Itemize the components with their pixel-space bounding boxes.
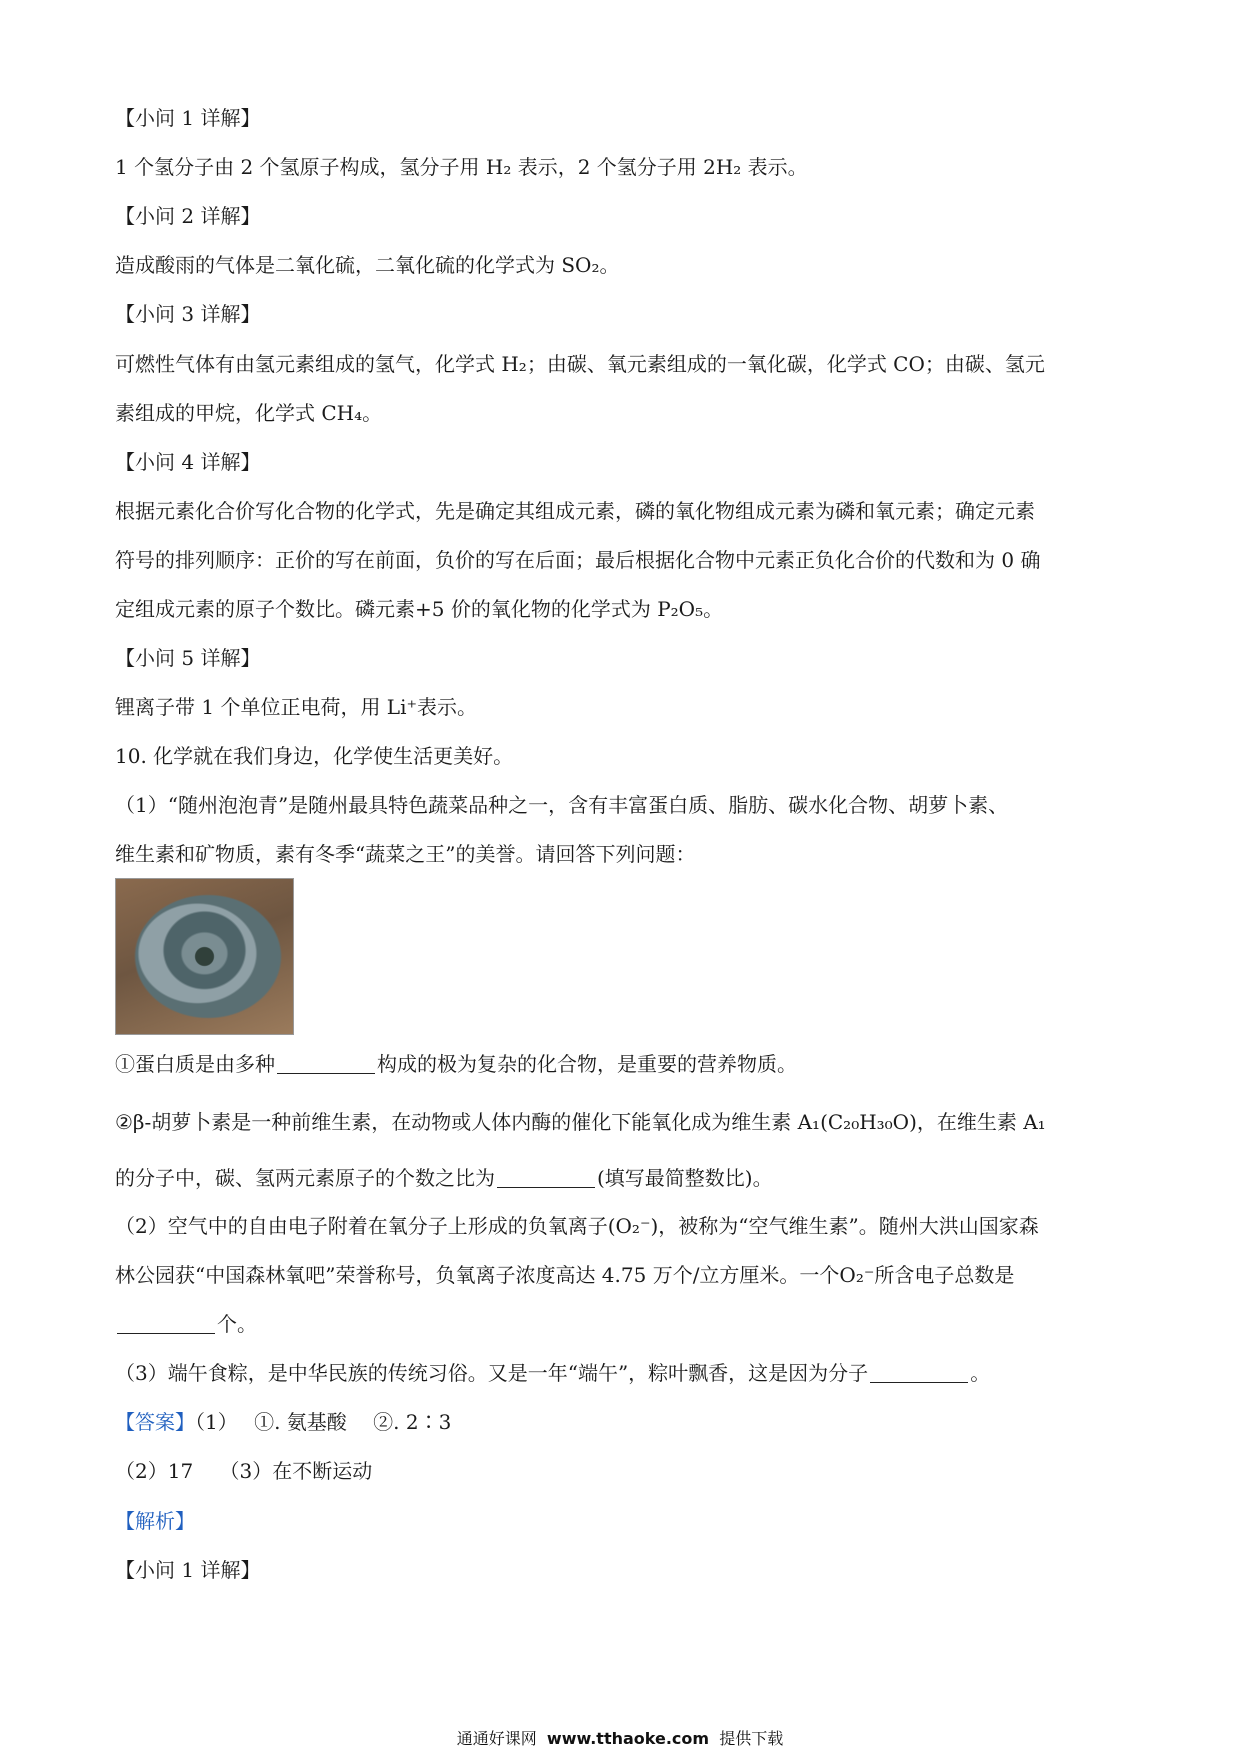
- q9-header-1: 【小问 1 详解】: [115, 106, 261, 130]
- q10-sub1: [115, 1050, 797, 1078]
- answer-blank: [277, 1053, 375, 1074]
- footer-site-name: 通通好课网: [456, 1729, 537, 1748]
- analysis-label: 【解析】: [115, 1509, 195, 1533]
- q10-sub2-line1: ②β-胡萝卜素是一种前维生素，在动物或人体内酶的催化下能氧化成为维生素 A₁(C₂₀H₃₀O)，在维生素 A₁: [115, 1110, 1046, 1134]
- q9-text-4b: 符号的排列顺序：正价的写在前面，负价的写在后面；最后根据化合物中元素正负化合价的代数和为 0 确: [115, 548, 1041, 572]
- q9-text-1: 1 个氢分子由 2 个氢原子构成，氢分子用 H₂ 表示，2 个氢分子用 2H₂ 表示。: [115, 155, 808, 179]
- answer-blank: [497, 1167, 595, 1188]
- q10-part3-before: （3）端午食粽，是中华民族的传统习俗。又是一年“端午”，粽叶飘香，这是因为分子: [115, 1361, 869, 1385]
- page-footer: [0, 1726, 1240, 1749]
- q10-part1-line2: 维生素和矿物质，素有冬季“蔬菜之王”的美誉。请回答下列问题：: [115, 842, 696, 866]
- q10-sub2-line2: [115, 1164, 773, 1192]
- footer-download-text: 提供下载: [719, 1729, 784, 1748]
- q10-sub1-before: ①蛋白质是由多种: [115, 1052, 275, 1076]
- answer-text-1: （1） ①. 氨基酸 ②. 2∶3: [195, 1410, 452, 1434]
- q10-sub1-after: 构成的极为复杂的化合物，是重要的营养物质。: [377, 1052, 797, 1076]
- q9-text-3a: 可燃性气体有由氢元素组成的氢气，化学式 H₂；由碳、氧元素组成的一氧化碳，化学式 CO；由碳、氢元: [115, 352, 1045, 376]
- vegetable-photo: [115, 878, 294, 1035]
- footer-url[interactable]: www.tthaoke.com: [546, 1729, 710, 1748]
- q10-sub2-after: (填写最简整数比)。: [597, 1166, 773, 1190]
- q10-sub2-before: 的分子中，碳、氢两元素原子的个数之比为: [115, 1166, 495, 1190]
- q9-header-3: 【小问 3 详解】: [115, 302, 261, 326]
- q10-part2-after: 个。: [217, 1312, 257, 1336]
- answer-line-1: [115, 1408, 451, 1436]
- q9-text-2: 造成酸雨的气体是二氧化硫，二氧化硫的化学式为 SO₂。: [115, 253, 620, 277]
- q9-header-2: 【小问 2 详解】: [115, 204, 261, 228]
- q10-part2-line3: [115, 1310, 257, 1338]
- q10-part2-line1: （2）空气中的自由电子附着在氧分子上形成的负氧离子(O₂⁻)，被称为“空气维生素”。随州大洪山国家森: [115, 1214, 1039, 1238]
- q9-text-4a: 根据元素化合价写化合物的化学式，先是确定其组成元素，磷的氧化物组成元素为磷和氧元素；确定元素: [115, 499, 1035, 523]
- q10-part2-line2: 林公园获“中国森林氧吧”荣誉称号，负氧离子浓度高达 4.75 万个/立方厘米。一个O₂⁻所含电子总数是: [115, 1263, 1015, 1287]
- q10-stem: 10. 化学就在我们身边，化学使生活更美好。: [115, 744, 514, 768]
- answer-line-2: （2）17 （3）在不断运动: [115, 1459, 373, 1483]
- q10-part1-line1: （1）“随州泡泡青”是随州最具特色蔬菜品种之一，含有丰富蛋白质、脂肪、碳水化合物、胡萝卜素、: [115, 793, 1009, 817]
- q10-part3-after: 。: [970, 1361, 991, 1385]
- q9-text-4c: 定组成元素的原子个数比。磷元素+5 价的氧化物的化学式为 P₂O₅。: [115, 597, 724, 621]
- answer-label: 【答案】: [115, 1410, 195, 1434]
- q9-header-4: 【小问 4 详解】: [115, 450, 261, 474]
- q9-text-3b: 素组成的甲烷，化学式 CH₄。: [115, 401, 383, 425]
- analysis-header-1: 【小问 1 详解】: [115, 1558, 261, 1582]
- q9-text-5: 锂离子带 1 个单位正电荷，用 Li⁺表示。: [115, 695, 478, 719]
- q10-part3: [115, 1359, 990, 1387]
- q9-header-5: 【小问 5 详解】: [115, 646, 261, 670]
- answer-blank: [117, 1313, 215, 1334]
- answer-blank: [870, 1362, 968, 1383]
